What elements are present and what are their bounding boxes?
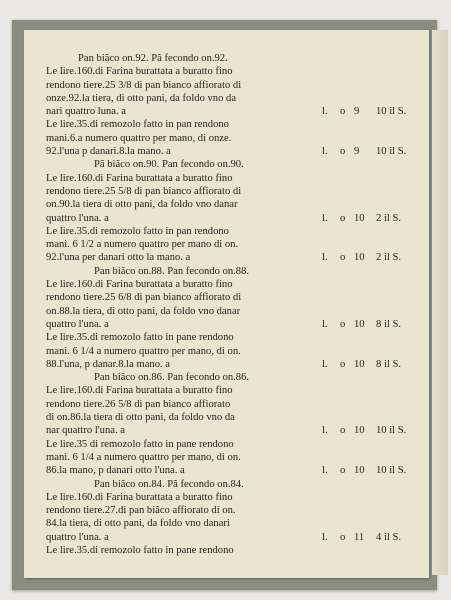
text-line xyxy=(46,185,398,198)
section-heading xyxy=(46,265,398,278)
line-text: Pan biãco on.84. Pã fecondo on.84. xyxy=(94,478,244,490)
price-value xyxy=(322,145,430,158)
price-part-c: 10 xyxy=(354,425,365,437)
line-text: rendono tiere.26 5/8 di pan bianco affiorato xyxy=(46,398,231,410)
price-part-c: 10 xyxy=(354,318,365,330)
line-text: mani. 6 1/4 a numero quattro per mano, di on. xyxy=(46,345,241,357)
line-text: 84.la tiera, di otto pani, da foldo vno danari xyxy=(46,518,230,530)
text-line xyxy=(46,331,398,344)
text-line xyxy=(46,251,402,264)
price-part-d: 10 il S. xyxy=(376,146,407,158)
price-part-d: 2 il S. xyxy=(376,252,402,264)
text-line xyxy=(46,278,398,291)
price-part-b: o xyxy=(340,425,346,437)
price-part-b: o xyxy=(340,212,346,224)
price-part-a: l. xyxy=(322,465,328,477)
price-value xyxy=(322,251,430,264)
price-part-d: 2 il S. xyxy=(376,212,402,224)
line-text: mani.6.a numero quattro per mano, di onze. xyxy=(46,132,232,144)
text-line xyxy=(46,504,398,517)
line-text: 86.la mano, p danari otto l'una. a xyxy=(46,465,185,477)
text-line xyxy=(46,424,407,437)
line-text: nari quattro luna. a xyxy=(46,106,127,118)
price-value xyxy=(322,464,430,477)
price-value xyxy=(322,212,430,225)
price-part-c: 11 xyxy=(354,531,365,543)
text-line xyxy=(46,212,402,225)
line-text: Pan biãco on.88. Pan fecondo on.88. xyxy=(94,265,250,277)
line-text: Le lire.160.di Farina burattata a buratto fino xyxy=(46,279,233,291)
price-part-a: l. xyxy=(322,212,328,224)
line-text: quattro l'una. a xyxy=(46,531,109,543)
line-text: Pan biãco on.86. Pan fecondo on.86. xyxy=(94,372,250,384)
section-heading xyxy=(46,158,398,171)
line-text: Pan biãco on.92. Pã fecondo on.92. xyxy=(78,53,228,64)
line-text: 92.l'una per danari otto la mano. a xyxy=(46,252,191,264)
price-value xyxy=(322,424,430,437)
line-text: 88.l'una, p danar.8.la mano. a xyxy=(46,358,170,370)
text-line xyxy=(46,118,398,131)
price-part-b: o xyxy=(340,318,346,330)
price-value xyxy=(322,105,430,118)
line-text: quattro l'una. a xyxy=(46,318,109,330)
line-text: mani. 6 1/2 a numero quattro per mano di on. xyxy=(46,239,239,251)
line-text: 92.l'una p danari.8.la mano. a xyxy=(46,146,171,158)
price-value xyxy=(322,531,430,544)
text-line xyxy=(46,318,402,331)
page-text-block xyxy=(46,52,407,557)
text-line xyxy=(46,305,398,318)
line-text: rendono tiere.25 3/8 di pan bianco affiorato di xyxy=(46,79,242,91)
price-value xyxy=(322,358,430,371)
text-line xyxy=(46,491,398,504)
line-text: Le lire.160.di Farina burattata a buratto fino xyxy=(46,491,233,503)
price-part-a: l. xyxy=(322,318,328,330)
price-part-b: o xyxy=(340,252,346,264)
price-part-d: 4 il S. xyxy=(376,531,402,543)
line-text: Le lire.160.di Farina burattata a buratto fino xyxy=(46,172,233,184)
line-text: rendono tiere.27.di pan biãco affiorato di on. xyxy=(46,505,236,517)
line-text: Le lire.35 di remozolo fatto in pane rendono xyxy=(46,438,234,450)
text-line xyxy=(46,145,407,158)
text-line xyxy=(46,105,407,118)
section-heading xyxy=(46,371,398,384)
price-part-a: l. xyxy=(322,146,328,158)
price-part-a: l. xyxy=(322,425,328,437)
text-line xyxy=(46,438,398,451)
price-part-a: l. xyxy=(322,531,328,543)
text-line xyxy=(46,544,398,557)
price-part-c: 10 xyxy=(354,358,365,370)
price-part-d: 8 il S. xyxy=(376,358,402,370)
text-line xyxy=(46,358,402,371)
text-line xyxy=(46,172,398,185)
price-part-a: l. xyxy=(322,358,328,370)
line-text: Le lire.160.di Farina burattata a buratto fino xyxy=(46,66,233,78)
text-line xyxy=(46,517,398,530)
price-part-b: o xyxy=(340,106,346,118)
line-text: rendono tiere.25 6/8 di pan bianco affiorato di xyxy=(46,292,242,304)
line-text: di on.86.la tiera di otto pani, da foldo vno da xyxy=(46,412,235,424)
line-text: Le lire.35.di remozolo fatto in pan rendono xyxy=(46,225,229,237)
text-line xyxy=(46,345,398,358)
line-text: Le lire.35.di remozolo fatto in pan rendono xyxy=(46,119,229,131)
line-text: on.88.la tiera, di otto pani, da foldo vno danar xyxy=(46,305,241,317)
price-part-c: 10 xyxy=(354,465,365,477)
text-line xyxy=(46,464,407,477)
price-part-d: 10 il S. xyxy=(376,106,407,118)
price-part-a: l. xyxy=(322,106,328,118)
price-part-d: 10 il S. xyxy=(376,465,407,477)
line-text: Le lire.35.di remozolo fatto in pane rendono xyxy=(46,544,234,556)
price-part-c: 10 xyxy=(354,252,365,264)
line-text: Le lire.35.di remozolo fatto in pane rendono xyxy=(46,332,234,344)
text-line xyxy=(46,225,398,238)
text-line xyxy=(46,92,398,105)
page-edge xyxy=(432,30,448,575)
price-part-b: o xyxy=(340,146,346,158)
line-text: quattro l'una. a xyxy=(46,212,109,224)
price-value xyxy=(322,318,430,331)
text-line xyxy=(46,398,398,411)
line-text: on.90.la tiera di otto pani, da foldo vno danar xyxy=(46,199,238,211)
text-line xyxy=(46,411,398,424)
price-part-d: 8 il S. xyxy=(376,318,402,330)
text-line xyxy=(46,198,398,211)
line-text: rendono tiere.25 5/8 di pan bianco affiorato di xyxy=(46,185,242,197)
text-line xyxy=(46,384,398,397)
line-text: Pã biãco on.90. Pan fecondo on.90. xyxy=(94,159,244,171)
text-line xyxy=(46,451,398,464)
price-part-c: 10 xyxy=(354,212,365,224)
price-part-a: l. xyxy=(322,252,328,264)
section-heading xyxy=(46,52,398,65)
text-line xyxy=(46,65,398,78)
line-text: nar quattro l'una. a xyxy=(46,425,125,437)
price-part-b: o xyxy=(340,465,346,477)
price-part-d: 10 il S. xyxy=(376,425,407,437)
text-line xyxy=(46,531,402,544)
price-part-c: 9 xyxy=(354,106,360,118)
text-line xyxy=(46,132,398,145)
line-text: onze.92.la tiera, di otto pani, da foldo vno da xyxy=(46,92,237,104)
price-part-c: 9 xyxy=(354,146,360,158)
line-text: Le lire.160.di Farina burattata a buratto fino xyxy=(46,385,233,397)
line-text: mani. 6 1/4 a numero quattro per mano, di on. xyxy=(46,451,241,463)
text-line xyxy=(46,238,398,251)
text-line xyxy=(46,79,398,92)
price-part-b: o xyxy=(340,358,346,370)
price-part-b: o xyxy=(340,531,346,543)
section-heading xyxy=(46,478,398,491)
text-line xyxy=(46,291,398,304)
